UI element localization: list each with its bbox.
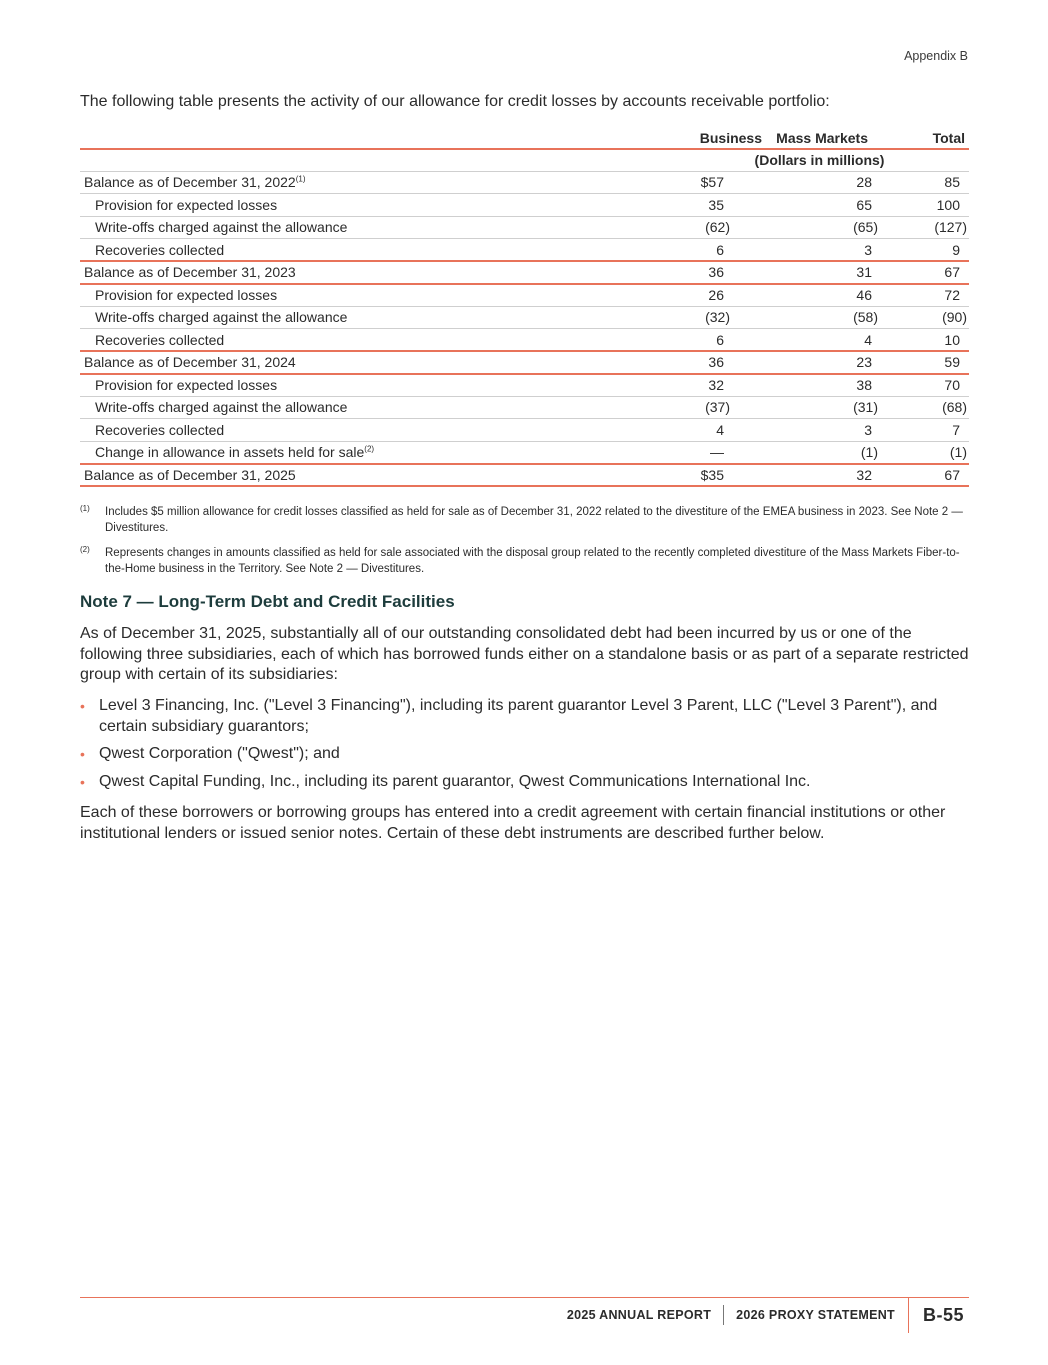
cell-mass-markets: 38 [762, 374, 893, 397]
bullet-item [80, 696, 972, 737]
cell-total: 72 [893, 284, 969, 307]
cell-total: 70 [893, 374, 969, 397]
cell-mass-markets: 23 [762, 351, 893, 374]
cell-mass-markets: (1) [762, 441, 893, 464]
cell-business: 26 [670, 284, 762, 307]
cell-business: (37) [670, 396, 762, 419]
header-total: Total [893, 128, 969, 149]
row-label: Provision for expected losses [80, 284, 670, 307]
cell-business: 36 [670, 351, 762, 374]
cell-mass-markets: 46 [762, 284, 893, 307]
paragraph: Each of these borrowers or borrowing groups has entered into a credit agreement with certain financial institutions or other institutional lenders or issued senior notes. Certain of these debt instruments are described further below. [80, 804, 946, 842]
table-header-row [80, 128, 969, 149]
header-mass-markets: Mass Markets [762, 128, 893, 149]
table-row [80, 216, 969, 239]
unit-label: (Dollars in millions) [670, 149, 969, 171]
cell-total: 10 [893, 329, 969, 352]
row-label: Write-offs charged against the allowance [80, 216, 670, 239]
table-row [80, 261, 969, 284]
footnote-mark: (1) [80, 504, 90, 513]
table-intro-text: The following table presents the activity of our allowance for credit losses by accounts receivable portfolio: [80, 93, 830, 110]
cell-business: 36 [670, 261, 762, 284]
cell-mass-markets: 65 [762, 194, 893, 217]
row-label: Change in allowance in assets held for sale$^{(2)}$ [80, 441, 670, 464]
paragraph: As of December 31, 2025, substantially all of our outstanding consolidated debt had been incurred by us or one of the following three subsidiaries, each of which has borrowed funds either on a standalone basis or as part of a separate restricted group with certain of its subsidiaries: [80, 625, 969, 683]
cell-business: $35 [670, 464, 762, 487]
cell-business: $57 [670, 171, 762, 194]
footnote-ref: (1) [295, 174, 306, 184]
cell-total: 9 [893, 239, 969, 262]
row-label: Balance as of December 31, 2025 [80, 464, 670, 487]
table-row [80, 194, 969, 217]
cell-total: (127) [893, 216, 969, 239]
footnote [80, 545, 970, 577]
cell-business: 35 [670, 194, 762, 217]
row-label: Write-offs charged against the allowance [80, 396, 670, 419]
row-label: Balance as of December 31, 2023 [80, 261, 670, 284]
table-row [80, 419, 969, 442]
bullet-list [80, 696, 972, 799]
table-row [80, 464, 969, 487]
cell-total: (68) [893, 396, 969, 419]
footnote-ref: (2) [364, 444, 375, 454]
bullet-icon: • [80, 773, 85, 790]
cell-mass-markets: 4 [762, 329, 893, 352]
cell-mass-markets: 3 [762, 239, 893, 262]
footnote-text: Represents changes in amounts classified as held for sale associated with the disposal group related to the recently completed divestiture of the Mass Markets Fiber-to-the-Home business in the Territory. See Note 2 — Divestitures. [105, 547, 960, 575]
row-label: Recoveries collected [80, 419, 670, 442]
row-label: Balance as of December 31, 2024 [80, 351, 670, 374]
cell-business: 6 [670, 329, 762, 352]
footnotes [80, 504, 970, 586]
cell-mass-markets: 28 [762, 171, 893, 194]
cell-total: (90) [893, 306, 969, 329]
cell-business: 4 [670, 419, 762, 442]
bullet-item [80, 772, 972, 793]
cell-mass-markets: (65) [762, 216, 893, 239]
footnote [80, 504, 970, 536]
table-row [80, 351, 969, 374]
cell-mass-markets: (58) [762, 306, 893, 329]
footer-separator [723, 1305, 724, 1325]
cell-total: 67 [893, 464, 969, 487]
table-row [80, 239, 969, 262]
bullet-text: Qwest Corporation ("Qwest"); and [99, 745, 340, 762]
page-number: B-55 [922, 1304, 964, 1325]
unit-row [80, 149, 969, 171]
cell-total: (1) [893, 441, 969, 464]
cell-business: — [670, 441, 762, 464]
cell-mass-markets: (31) [762, 396, 893, 419]
table-row [80, 284, 969, 307]
row-label: Provision for expected losses [80, 194, 670, 217]
bullet-icon: • [80, 698, 85, 714]
row-label: Write-offs charged against the allowance [80, 306, 670, 329]
cell-mass-markets: 31 [762, 261, 893, 284]
table-row [80, 306, 969, 329]
row-label: Balance as of December 31, 2022$^{(1)}$ [80, 171, 670, 194]
cell-total: 100 [893, 194, 969, 217]
footnote-text: Includes $5 million allowance for credit losses classified as held for sale as of December 31, 2022 related to the divestiture of the EMEA business in 2023. See Note 2 — Divestitures. [105, 506, 963, 534]
row-label: Recoveries collected [80, 239, 670, 262]
page-footer [567, 1297, 964, 1333]
table-row [80, 329, 969, 352]
bullet-item [80, 744, 972, 765]
bullet-text: Qwest Capital Funding, Inc., including its parent guarantor, Qwest Communications International Inc. [99, 772, 811, 790]
cell-total: 7 [893, 419, 969, 442]
cell-total: 85 [893, 171, 969, 194]
row-label: Provision for expected losses [80, 374, 670, 397]
section-heading: Note 7 — Long-Term Debt and Credit Facilities [80, 592, 455, 611]
bullet-icon: • [80, 746, 85, 762]
table-row [80, 171, 969, 194]
cell-mass-markets: 32 [762, 464, 893, 487]
cell-business: 6 [670, 239, 762, 262]
cell-mass-markets: 3 [762, 419, 893, 442]
row-label: Recoveries collected [80, 329, 670, 352]
bullet-text: Level 3 Financing, Inc. ("Level 3 Financing"), including its parent guarantor Level 3 Parent, LLC ("Level 3 Parent"), and certain subsidiary guarantors; [99, 697, 938, 735]
table-row [80, 441, 969, 464]
header-business: Business [670, 128, 762, 149]
cell-total: 67 [893, 261, 969, 284]
cell-total: 59 [893, 351, 969, 374]
cell-business: (62) [670, 216, 762, 239]
footnote-mark: (2) [80, 545, 90, 554]
footer-proxy-statement: 2026 PROXY STATEMENT [736, 1308, 895, 1322]
footer-vertical-rule [908, 1297, 909, 1333]
cell-business: 32 [670, 374, 762, 397]
footer-annual-report: 2025 ANNUAL REPORT [566, 1308, 712, 1322]
table-row [80, 396, 969, 419]
header-label-cell [80, 128, 670, 149]
page-section-label: Appendix B [904, 49, 968, 63]
allowance-credit-losses-table [80, 128, 969, 487]
cell-business: (32) [670, 306, 762, 329]
table-row [80, 374, 969, 397]
